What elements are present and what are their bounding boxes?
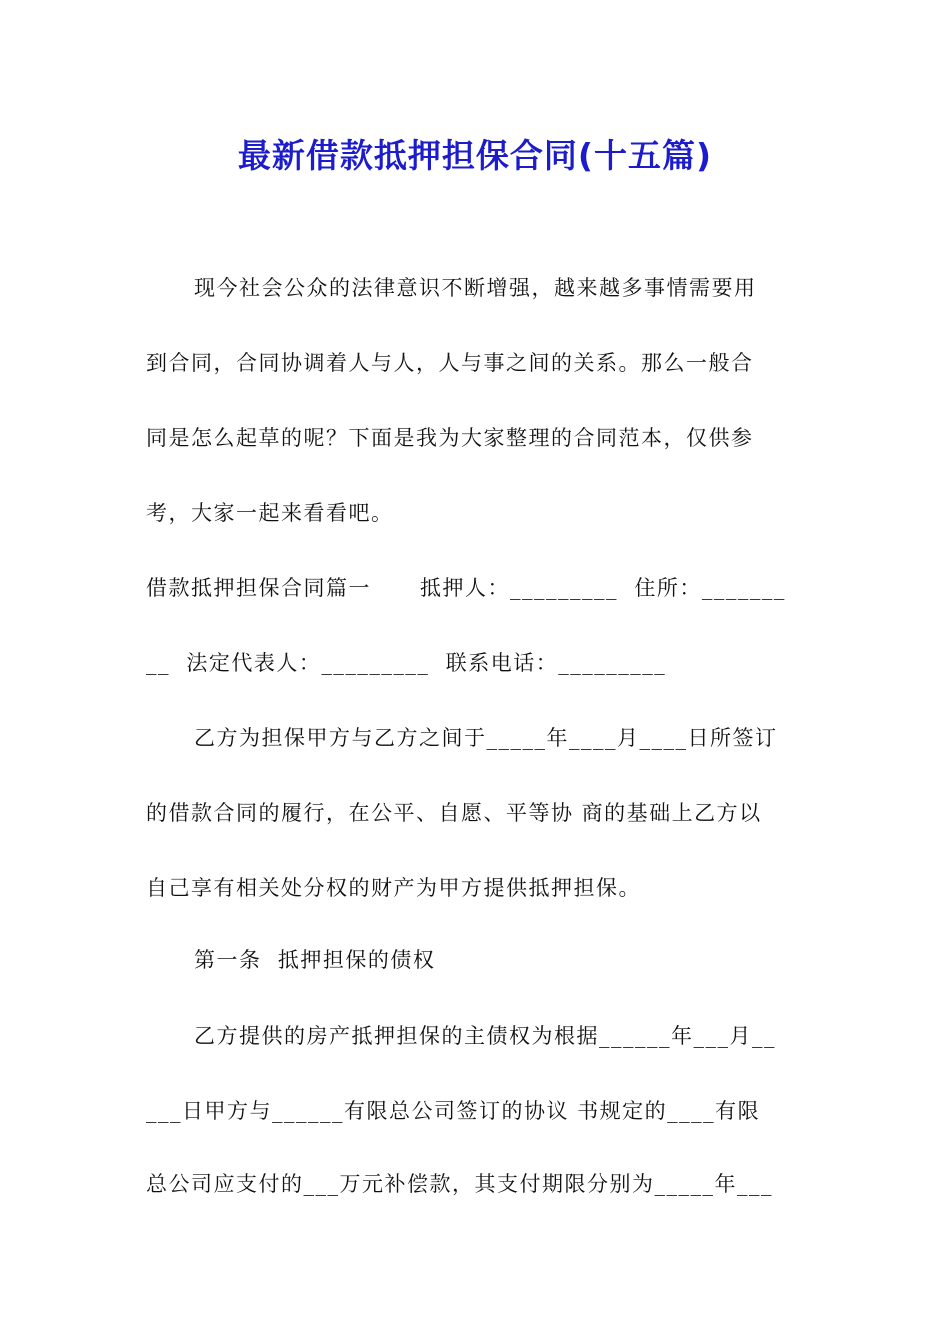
paragraph-line: 自己享有相关处分权的财产为甲方提供抵押担保。	[146, 876, 641, 900]
paragraph-line: 乙方提供的房产抵押担保的主债权为根据______年___月__	[194, 1024, 776, 1048]
section-heading: 第一条 抵押担保的债权	[194, 948, 436, 972]
paragraph-line: 的借款合同的履行，在公平、自愿、平等协 商的基础上乙方以	[146, 801, 762, 825]
paragraph-line: 现今社会公众的法律意识不断增强，越来越多事情需要用	[194, 276, 757, 300]
paragraph-line: 到合同，合同协调着人与人，人与事之间的关系。那么一般合	[146, 351, 754, 375]
paragraph-line: 乙方为担保甲方与乙方之间于_____年____月____日所签订	[194, 726, 778, 750]
document-title: 最新借款抵押担保合同(十五篇)	[237, 136, 713, 175]
paragraph-line: 借款抵押担保合同篇一 抵押人：_________ 住所：_______	[146, 576, 786, 600]
paragraph-line: ___日甲方与______有限总公司签订的协议 书规定的____有限	[146, 1099, 761, 1123]
paragraph-line: 总公司应支付的___万元补偿款，其支付期限分别为_____年___	[146, 1172, 773, 1196]
paragraph-line: 同是怎么起草的呢？下面是我为大家整理的合同范本，仅供参	[146, 426, 754, 450]
paragraph-line: 考，大家一起来看看吧。	[146, 501, 394, 525]
paragraph-line: __ 法定代表人：_________ 联系电话：_________	[146, 651, 667, 675]
